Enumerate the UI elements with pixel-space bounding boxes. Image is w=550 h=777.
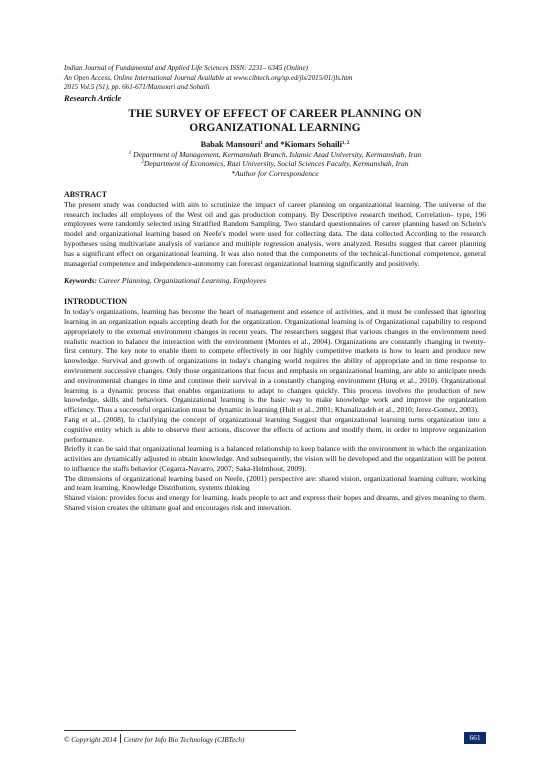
paper-title [64,107,486,136]
intro-paragraph-4: The dimensions of organizational learning based on Neefe, (2001) perspective are: shared vision, organizational learning culture, working and team learning, Knowledge Distribution, systems thinking [64,473,486,493]
affiliation-1-sup: 1 [128,150,132,156]
author-1: Babak Mansouri [200,139,261,149]
correspondence-note: *Author for Correspondence [231,169,319,179]
footer-separator [120,734,121,743]
copyright-text: © Copyright 2014 [64,736,117,744]
intro-paragraph-5: Shared vision: provides focus and energy for learning, leads people to act and express their hopes and dreams, and gives meaning to them. Shared vision creates the ultimate goal and encourages risk and innovation. [64,493,486,512]
access-line: An Open Access, Online International Journal Available at www.cibtech.org/sp.ed/jls/2015/01/jls.htm [64,73,353,82]
footer-text [64,734,244,745]
affiliation-2-sup: 2 [141,160,144,166]
author-list [64,140,486,150]
title-line-2: ORGANIZATIONAL LEARNING [189,122,361,135]
journal-header [64,64,486,93]
title-line-1: THE SURVEY OF EFFECT OF CAREER PLANNING ON [128,107,422,120]
author-2-sup: 1, 2 [341,140,350,146]
intro-paragraph-3: Briefly it can be said that organizational learning is a balanced relationship to keep balance with the environment in which the organization activities are dynamically adjusted to obtain knowledge. And subsequently, the vision will be developed and the organization will be potent to influence the staffs behavior (Cegarra-Navarro, 2007; Saka-Helmhout, 2009). [64,444,486,473]
keywords-text: Career Planning, Organizational Learning, Employees [96,276,267,286]
page-number: 661 [464,732,486,744]
page-footer [64,730,486,744]
centre-name: Centre for Info Bio Technology (CIBTech) [123,736,245,744]
keywords [64,276,486,286]
article-page [64,64,486,513]
affiliation-1: $^1$ Department of Management, Kermanshah Branch, Islamic Azad University, Kermanshah, Iran [128,149,422,159]
abstract-text: The present study was conducted with aim to scrutinize the impact of career planning on organizational learning. The universe of the research includes all employees of the West oil and gas production company. By Descriptive research method, Correlation– type, 196 employees were randomly selected using Stratified Random Sampling. Two standard questionnaires of career planning based on Schein's model and organizational learning based on Neefe's model were used for collecting data. The data collected According to the research hypotheses using multivariate analysis of variance and multiple regression analysis, were analyzed. Results suggest that career planning has a significant effect on organizational learning. It was also noted that the components of the technical-functional competence, general managerial competence and independence-autonomy can forecast organizational learning significantly and positively. [64,199,486,268]
introduction-heading: INTRODUCTION [64,297,128,307]
article-type: Research Article [64,93,122,103]
footer-divider [64,730,296,731]
intro-paragraph-2: Fang et al., (2008), In clarifying the concept of organizational learning Suggest that organizational learning turns organization into a cognitive entity which is able to observe their actions, discover the effects of actions and modify them, in order to improve organization performance. [64,414,486,444]
keywords-label: Keywords: [64,276,97,286]
intro-paragraph-1: In today's organizations, learning has become the heart of management and essence of activities, and it must be confessed that ignoring learning in an organization equals accepting death for the organization. Organizational learning is of Organizational capability to respond appropriately to the external environment changes in recent years. The researchers suggest that various changes in the environment need realistic reaction to balance the interaction with the environment (Montes et al., 2004). Organizations are constantly changing in twenty-first century. The key note to enable them to compete effectively in our highly competitive markets is how to learn and produce new knowledge. Survival and growth of organizations in today's changing world requires the ability of appropriate and in time response to environment successive changes. Only those organizations that focus and emphasis on organizational learning, are able to anticipate needs and environmental changes in time and continue their survival in a constantly changing environment (Hung et al., 2010). Organizational learning is a dynamic process that enables organizations to adapt to changes quickly. This process involves the production of new knowledge, skills and behaviors. Organizational learning is the basic way to make knowledge work and improve the organization efficiency. Thus a successful organization must be dynamic in learning (Hult et al., 2001; Khanalizadeh et al., 2010; Jerez-Gomez, 2003). [64,307,486,415]
affiliation-2: $^2$Department of Economics, Razi University, Social Sciences Faculty, Kermanshah, Iran [141,159,409,169]
volume-line: 2015 Vol.5 (S1), pp. 661-671/Mansouri and Sohaili [64,83,210,92]
abstract-heading: ABSTRACT [64,189,107,199]
author-1-sup: 1 [260,140,263,146]
journal-line: Indian Journal of Fundamental and Applied Life Sciences ISSN: 2231– 6345 (Online) [64,64,308,72]
author-connector: and *Kiomars Sohaili [262,139,342,149]
